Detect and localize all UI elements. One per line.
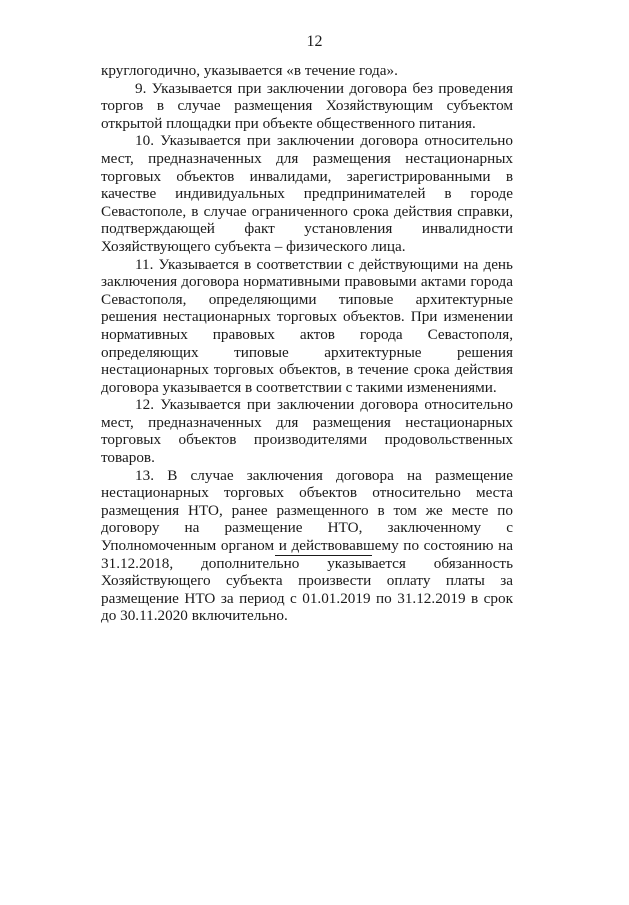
paragraph-note-13: 13. В случае заключения договора на размещение нестационарных торговых объектов относительно места размещения НТО, ранее размещенного в том же месте по договору на размещение НТО, заключенному с Уполномоченным органом и действовавшему по состоянию на 31.12.2018, дополнительно указывается обязанность Хозяйствующего субъекта произвести оплату платы за размещение НТО за период с 01.01.2019 по 31.12.2019 в срок до 30.11.2020 включительно. xyxy=(101,466,513,625)
body-text xyxy=(101,62,513,625)
page-number: 12 xyxy=(306,33,323,50)
paragraph-note-10: 10. Указывается при заключении договора относительно мест, предназначенных для размещения нестационарных торговых объектов инвалидами, зарегистрированными в качестве индивидуальных предпринимателей в городе Севастополе, в случае ограниченного срока действия справки, подтверждающей факт установления инвалидности Хозяйствующего субъекта – физического лица. xyxy=(101,132,513,255)
paragraph-continuation: круглогодично, указывается «в течение года». xyxy=(101,62,398,79)
paragraph-note-12: 12. Указывается при заключении договора относительно мест, предназначенных для размещения нестационарных торговых объектов производителями продовольственных товаров. xyxy=(101,396,513,467)
closing-rule xyxy=(275,555,372,556)
paragraph-note-11: 11. Указывается в соответствии с действующими на день заключения договора нормативными правовыми актами города Севастополя, определяющими типовые архитектурные решения нестационарных торговых объектов. При изменении нормативных правовых актов города Севастополя, определяющих типовые архитектурные решения нестационарных торговых объектов, в течение срока действия договора указывается в соответствии с такими изменениями. xyxy=(101,255,513,396)
paragraph-note-9: 9. Указывается при заключении договора без проведения торгов в случае размещения Хозяйствующим субъектом открытой площадки при объекте общественного питания. xyxy=(101,79,513,132)
